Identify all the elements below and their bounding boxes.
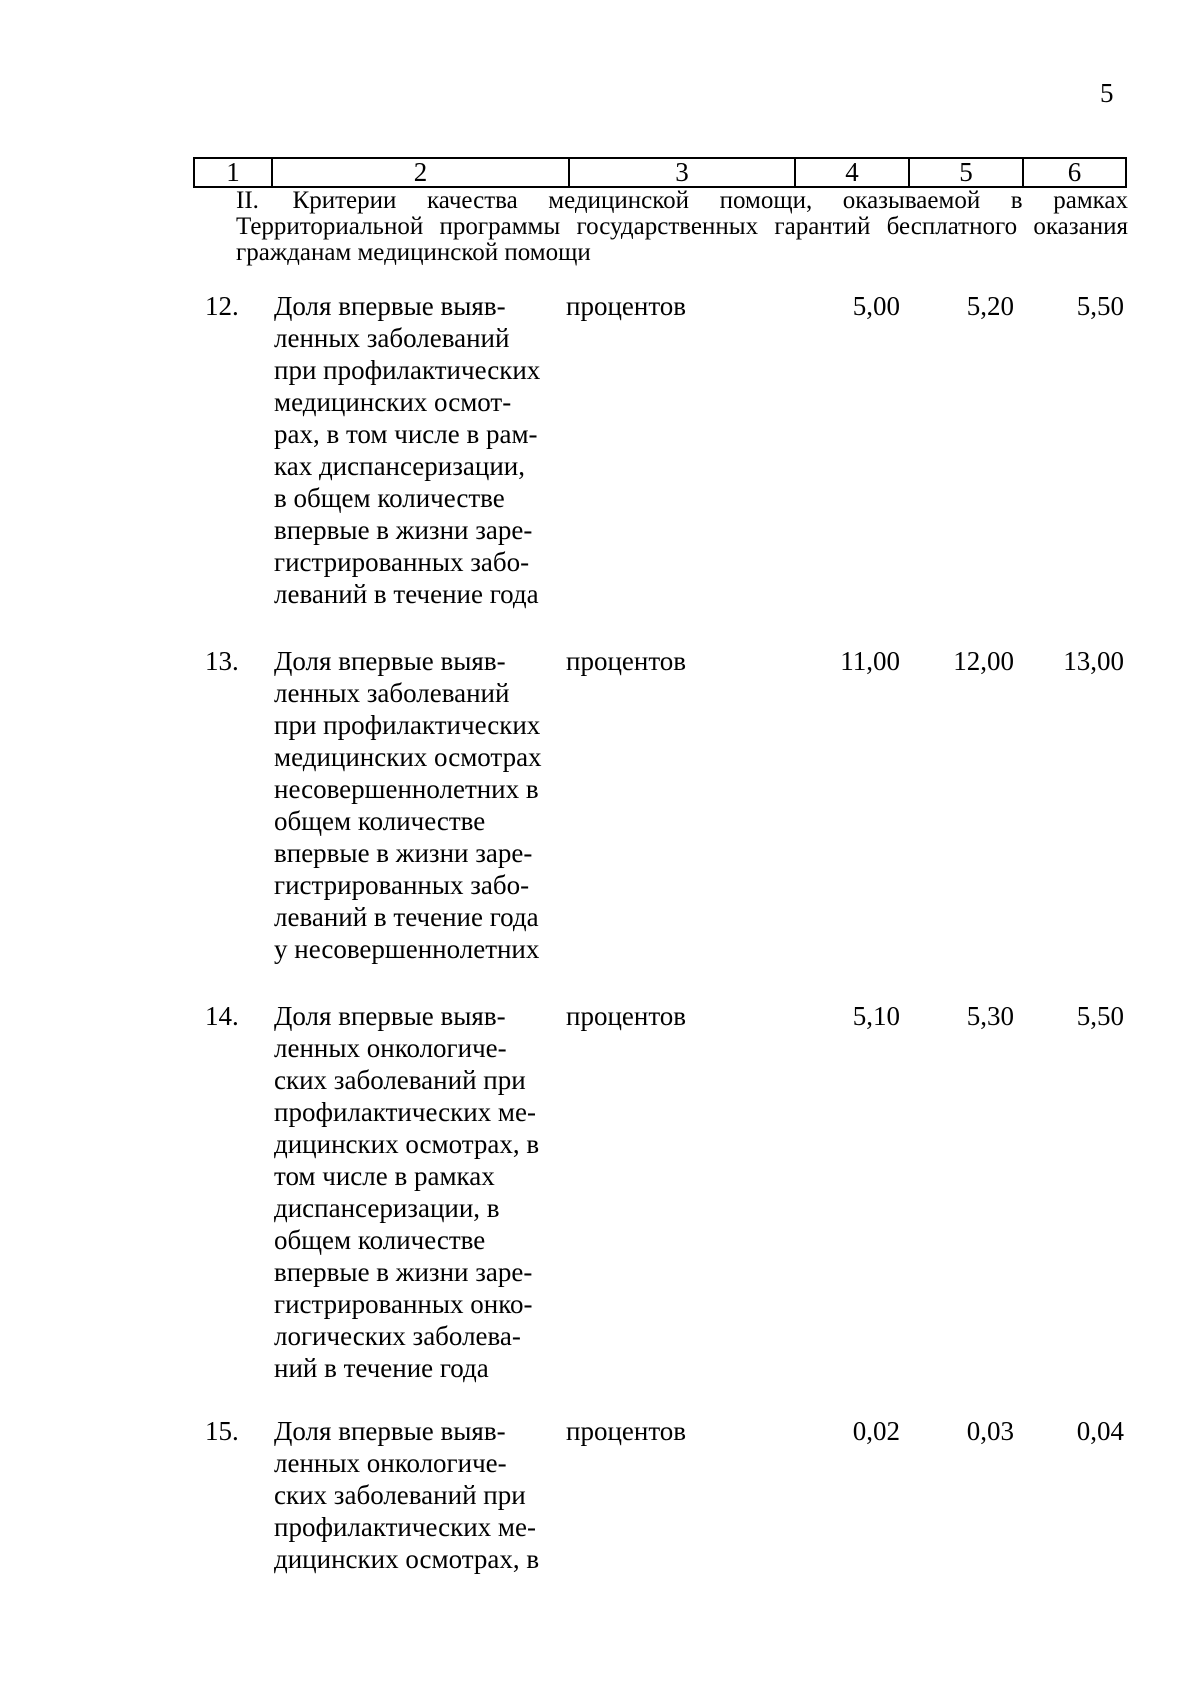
value-col4: 0,02	[852, 1416, 900, 1446]
value-col6: 0,04	[1076, 1416, 1124, 1446]
value-col6: 5,50	[1076, 1001, 1124, 1031]
description-line: в общем количестве	[274, 483, 505, 513]
description-line: Доля впервые выяв-	[274, 646, 506, 676]
description-line: Доля впервые выяв-	[274, 291, 506, 321]
description-line: гистрированных онко-	[274, 1289, 533, 1319]
column-header-5: 5	[910, 159, 1024, 186]
column-header-1: 1	[195, 159, 273, 186]
value-col4: 5,00	[852, 291, 900, 321]
description-line: несовершеннолетних в	[274, 774, 539, 804]
description-line: общем количестве	[274, 1225, 486, 1255]
value-col4: 5,10	[852, 1001, 900, 1031]
row-unit: процентов	[566, 1001, 687, 1031]
description-line: ленных заболеваний	[274, 678, 510, 708]
row-unit: процентов	[566, 291, 687, 321]
description-line: дицинских осмотрах, в	[274, 1544, 540, 1574]
section-title: Критерии качества медицинской помощи, оказываемой в рамках Территориальной программы государственных гарантий бесплатного оказания гражданам медицинской помощи	[236, 187, 1129, 266]
description-line: ленных онкологиче-	[274, 1448, 507, 1478]
description-line: профилактических ме-	[274, 1512, 536, 1542]
description-line: логических заболева-	[274, 1321, 521, 1351]
column-header-table	[193, 157, 1127, 188]
description-line: леваний в течение года	[274, 902, 539, 932]
description-line: медицинских осмотрах	[274, 742, 542, 772]
value-col6: 5,50	[1076, 291, 1124, 321]
description-line: при профилактических	[274, 710, 541, 740]
description-line: впервые в жизни заре-	[274, 1257, 533, 1287]
row-description	[274, 645, 556, 965]
description-line: ленных заболеваний	[274, 323, 510, 353]
value-col6: 13,00	[1063, 646, 1124, 676]
section-heading	[236, 188, 1128, 266]
section-number: II.	[236, 187, 259, 214]
value-col5: 0,03	[966, 1416, 1014, 1446]
description-line: том числе в рамках	[274, 1161, 495, 1191]
description-line: ских заболеваний при	[274, 1480, 526, 1510]
description-line: ских заболеваний при	[274, 1065, 526, 1095]
description-line: гистрированных забо-	[274, 870, 530, 900]
value-col5: 5,20	[966, 291, 1014, 321]
column-header-6: 6	[1067, 157, 1082, 187]
row-number: 14.	[205, 1001, 239, 1031]
row-description	[274, 290, 556, 610]
description-line: Доля впервые выяв-	[274, 1416, 506, 1446]
row-unit: процентов	[566, 1416, 687, 1446]
value-col4: 11,00	[840, 646, 900, 676]
description-line: диспансеризации, в	[274, 1193, 500, 1223]
description-line: впервые в жизни заре-	[274, 838, 533, 868]
description-line: у несовершеннолетних	[274, 934, 540, 964]
description-line: гистрированных забо-	[274, 547, 530, 577]
row-description	[274, 1000, 556, 1384]
description-line: при профилактических	[274, 355, 541, 385]
row-number: 13.	[205, 646, 239, 676]
value-col5: 12,00	[953, 646, 1014, 676]
description-line: дицинских осмотрах, в	[274, 1129, 540, 1159]
column-header-2: 2	[273, 159, 570, 186]
column-header-3: 3	[570, 159, 796, 186]
row-description	[274, 1415, 556, 1575]
page-number: 5	[1100, 78, 1114, 108]
row-number: 15.	[205, 1416, 239, 1446]
description-line: ках диспансеризации,	[274, 451, 525, 481]
description-line: рах, в том числе в рам-	[274, 419, 538, 449]
description-line: общем количестве	[274, 806, 486, 836]
column-header-4: 4	[796, 159, 910, 186]
description-line: медицинских осмот-	[274, 387, 512, 417]
description-line: ленных онкологиче-	[274, 1033, 507, 1063]
description-line: впервые в жизни заре-	[274, 515, 533, 545]
value-col5: 5,30	[966, 1001, 1014, 1031]
description-line: профилактических ме-	[274, 1097, 536, 1127]
row-unit: процентов	[566, 646, 687, 676]
description-line: Доля впервые выяв-	[274, 1001, 506, 1031]
description-line: леваний в течение года	[274, 579, 539, 609]
description-line: ний в течение года	[274, 1353, 489, 1383]
row-number: 12.	[205, 291, 239, 321]
